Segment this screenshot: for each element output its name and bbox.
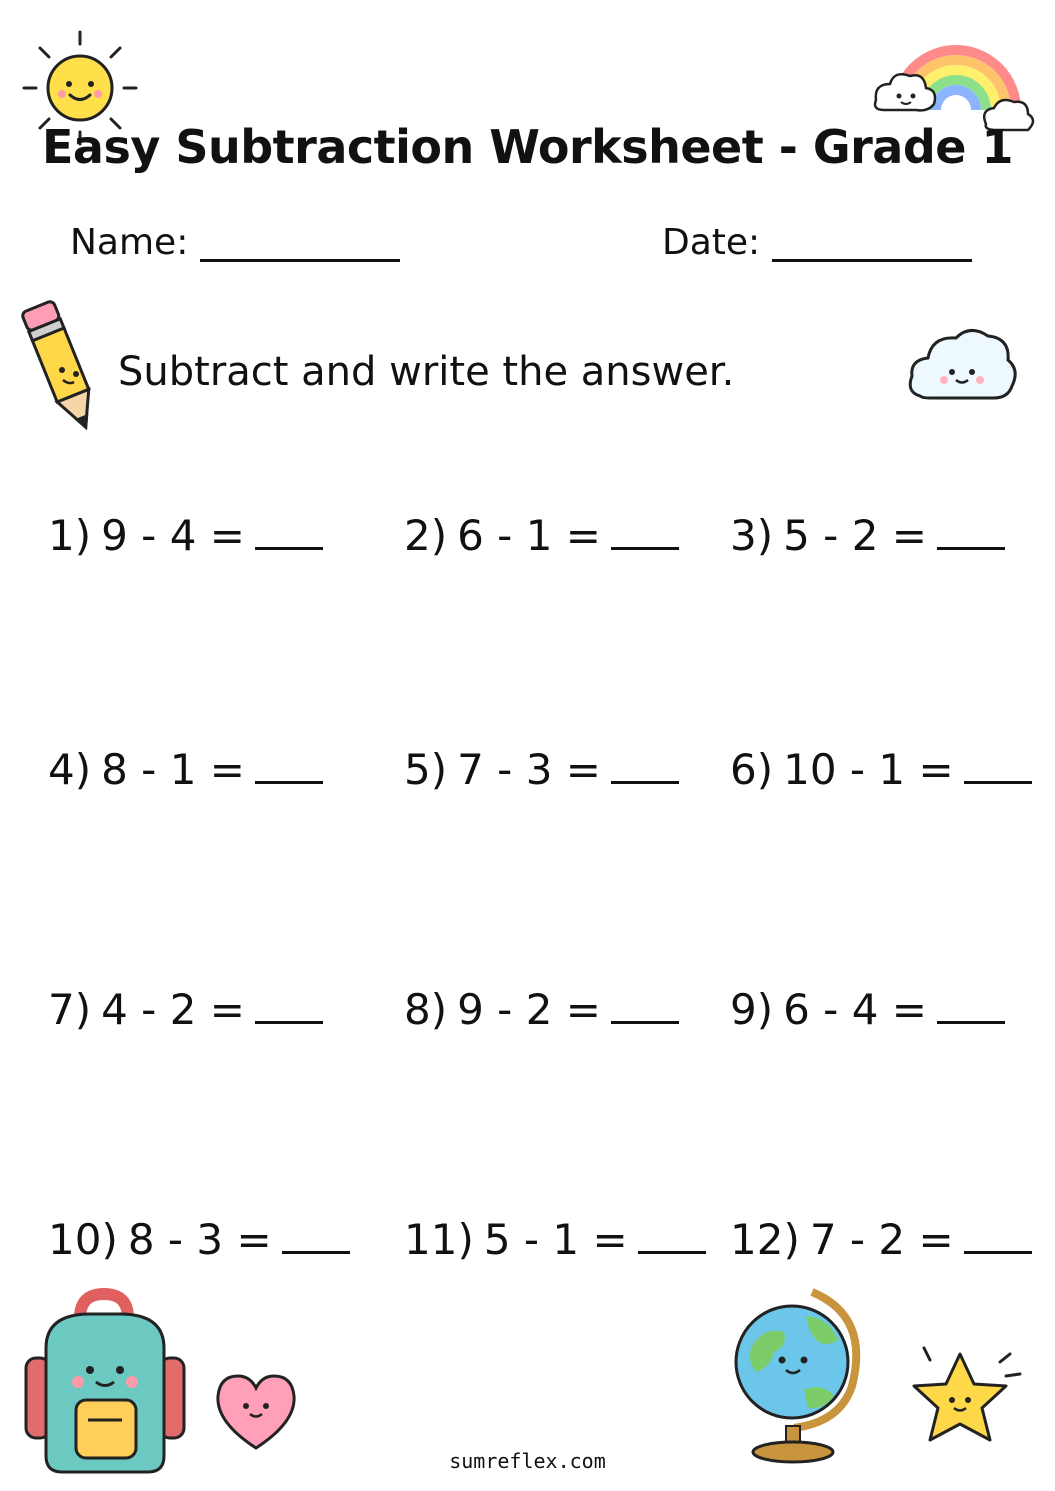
worksheet-title: Easy Subtraction Worksheet - Grade 1 — [42, 120, 1013, 174]
problem-expression: 9 - 4 = — [101, 511, 245, 560]
answer-blank[interactable] — [638, 1231, 706, 1254]
answer-blank[interactable] — [964, 761, 1032, 784]
answer-blank[interactable] — [611, 1001, 679, 1024]
problem-6 — [730, 740, 1032, 800]
name-label: Name: — [70, 222, 189, 263]
answer-blank[interactable] — [282, 1231, 350, 1254]
problem-number: 6) — [730, 745, 774, 794]
date-line[interactable] — [772, 229, 972, 262]
problem-expression: 9 - 2 = — [457, 985, 601, 1034]
problem-5 — [404, 740, 679, 800]
problem-8 — [404, 980, 679, 1040]
name-line[interactable] — [200, 229, 400, 262]
answer-blank[interactable] — [255, 761, 323, 784]
globe-icon — [730, 1286, 870, 1466]
problem-expression: 10 - 1 = — [783, 745, 954, 794]
problem-2 — [404, 506, 679, 566]
problem-number: 2) — [404, 511, 448, 560]
footer-url: sumreflex.com — [449, 1449, 606, 1473]
problem-4 — [48, 740, 323, 800]
problem-number: 8) — [404, 985, 448, 1034]
problem-number: 3) — [730, 511, 774, 560]
answer-blank[interactable] — [937, 1001, 1005, 1024]
cloud-icon — [906, 318, 1021, 410]
answer-blank[interactable] — [964, 1231, 1032, 1254]
problem-number: 12) — [730, 1215, 800, 1264]
problem-7 — [48, 980, 323, 1040]
instructions: Subtract and write the answer. — [118, 349, 735, 395]
problem-number: 10) — [48, 1215, 118, 1264]
problem-1 — [48, 506, 323, 566]
date-label: Date: — [662, 222, 761, 263]
pencil-icon — [16, 296, 106, 441]
problem-expression: 7 - 2 = — [809, 1215, 954, 1264]
problem-expression: 6 - 1 = — [457, 511, 601, 560]
problem-expression: 5 - 2 = — [783, 511, 927, 560]
problem-number: 1) — [48, 511, 92, 560]
problem-3 — [730, 506, 1005, 566]
problem-expression: 7 - 3 = — [457, 745, 601, 794]
star-icon — [902, 1340, 1032, 1455]
problem-expression: 6 - 4 = — [783, 985, 927, 1034]
heart-icon — [212, 1370, 300, 1452]
problem-number: 7) — [48, 985, 92, 1034]
date-field[interactable] — [662, 218, 972, 268]
problem-number: 5) — [404, 745, 448, 794]
answer-blank[interactable] — [611, 527, 679, 550]
name-field[interactable] — [70, 218, 400, 268]
problem-number: 11) — [404, 1215, 474, 1264]
problem-9 — [730, 980, 1005, 1040]
problem-number: 4) — [48, 745, 92, 794]
problem-number: 9) — [730, 985, 774, 1034]
problem-expression: 8 - 1 = — [101, 745, 245, 794]
problem-expression: 4 - 2 = — [101, 985, 245, 1034]
answer-blank[interactable] — [937, 527, 1005, 550]
problem-10 — [48, 1210, 350, 1270]
problem-12 — [730, 1210, 1032, 1270]
problem-expression: 8 - 3 = — [127, 1215, 272, 1264]
answer-blank[interactable] — [611, 761, 679, 784]
problem-11 — [404, 1210, 706, 1270]
problem-expression: 5 - 1 = — [483, 1215, 628, 1264]
answer-blank[interactable] — [255, 527, 323, 550]
answer-blank[interactable] — [255, 1001, 323, 1024]
